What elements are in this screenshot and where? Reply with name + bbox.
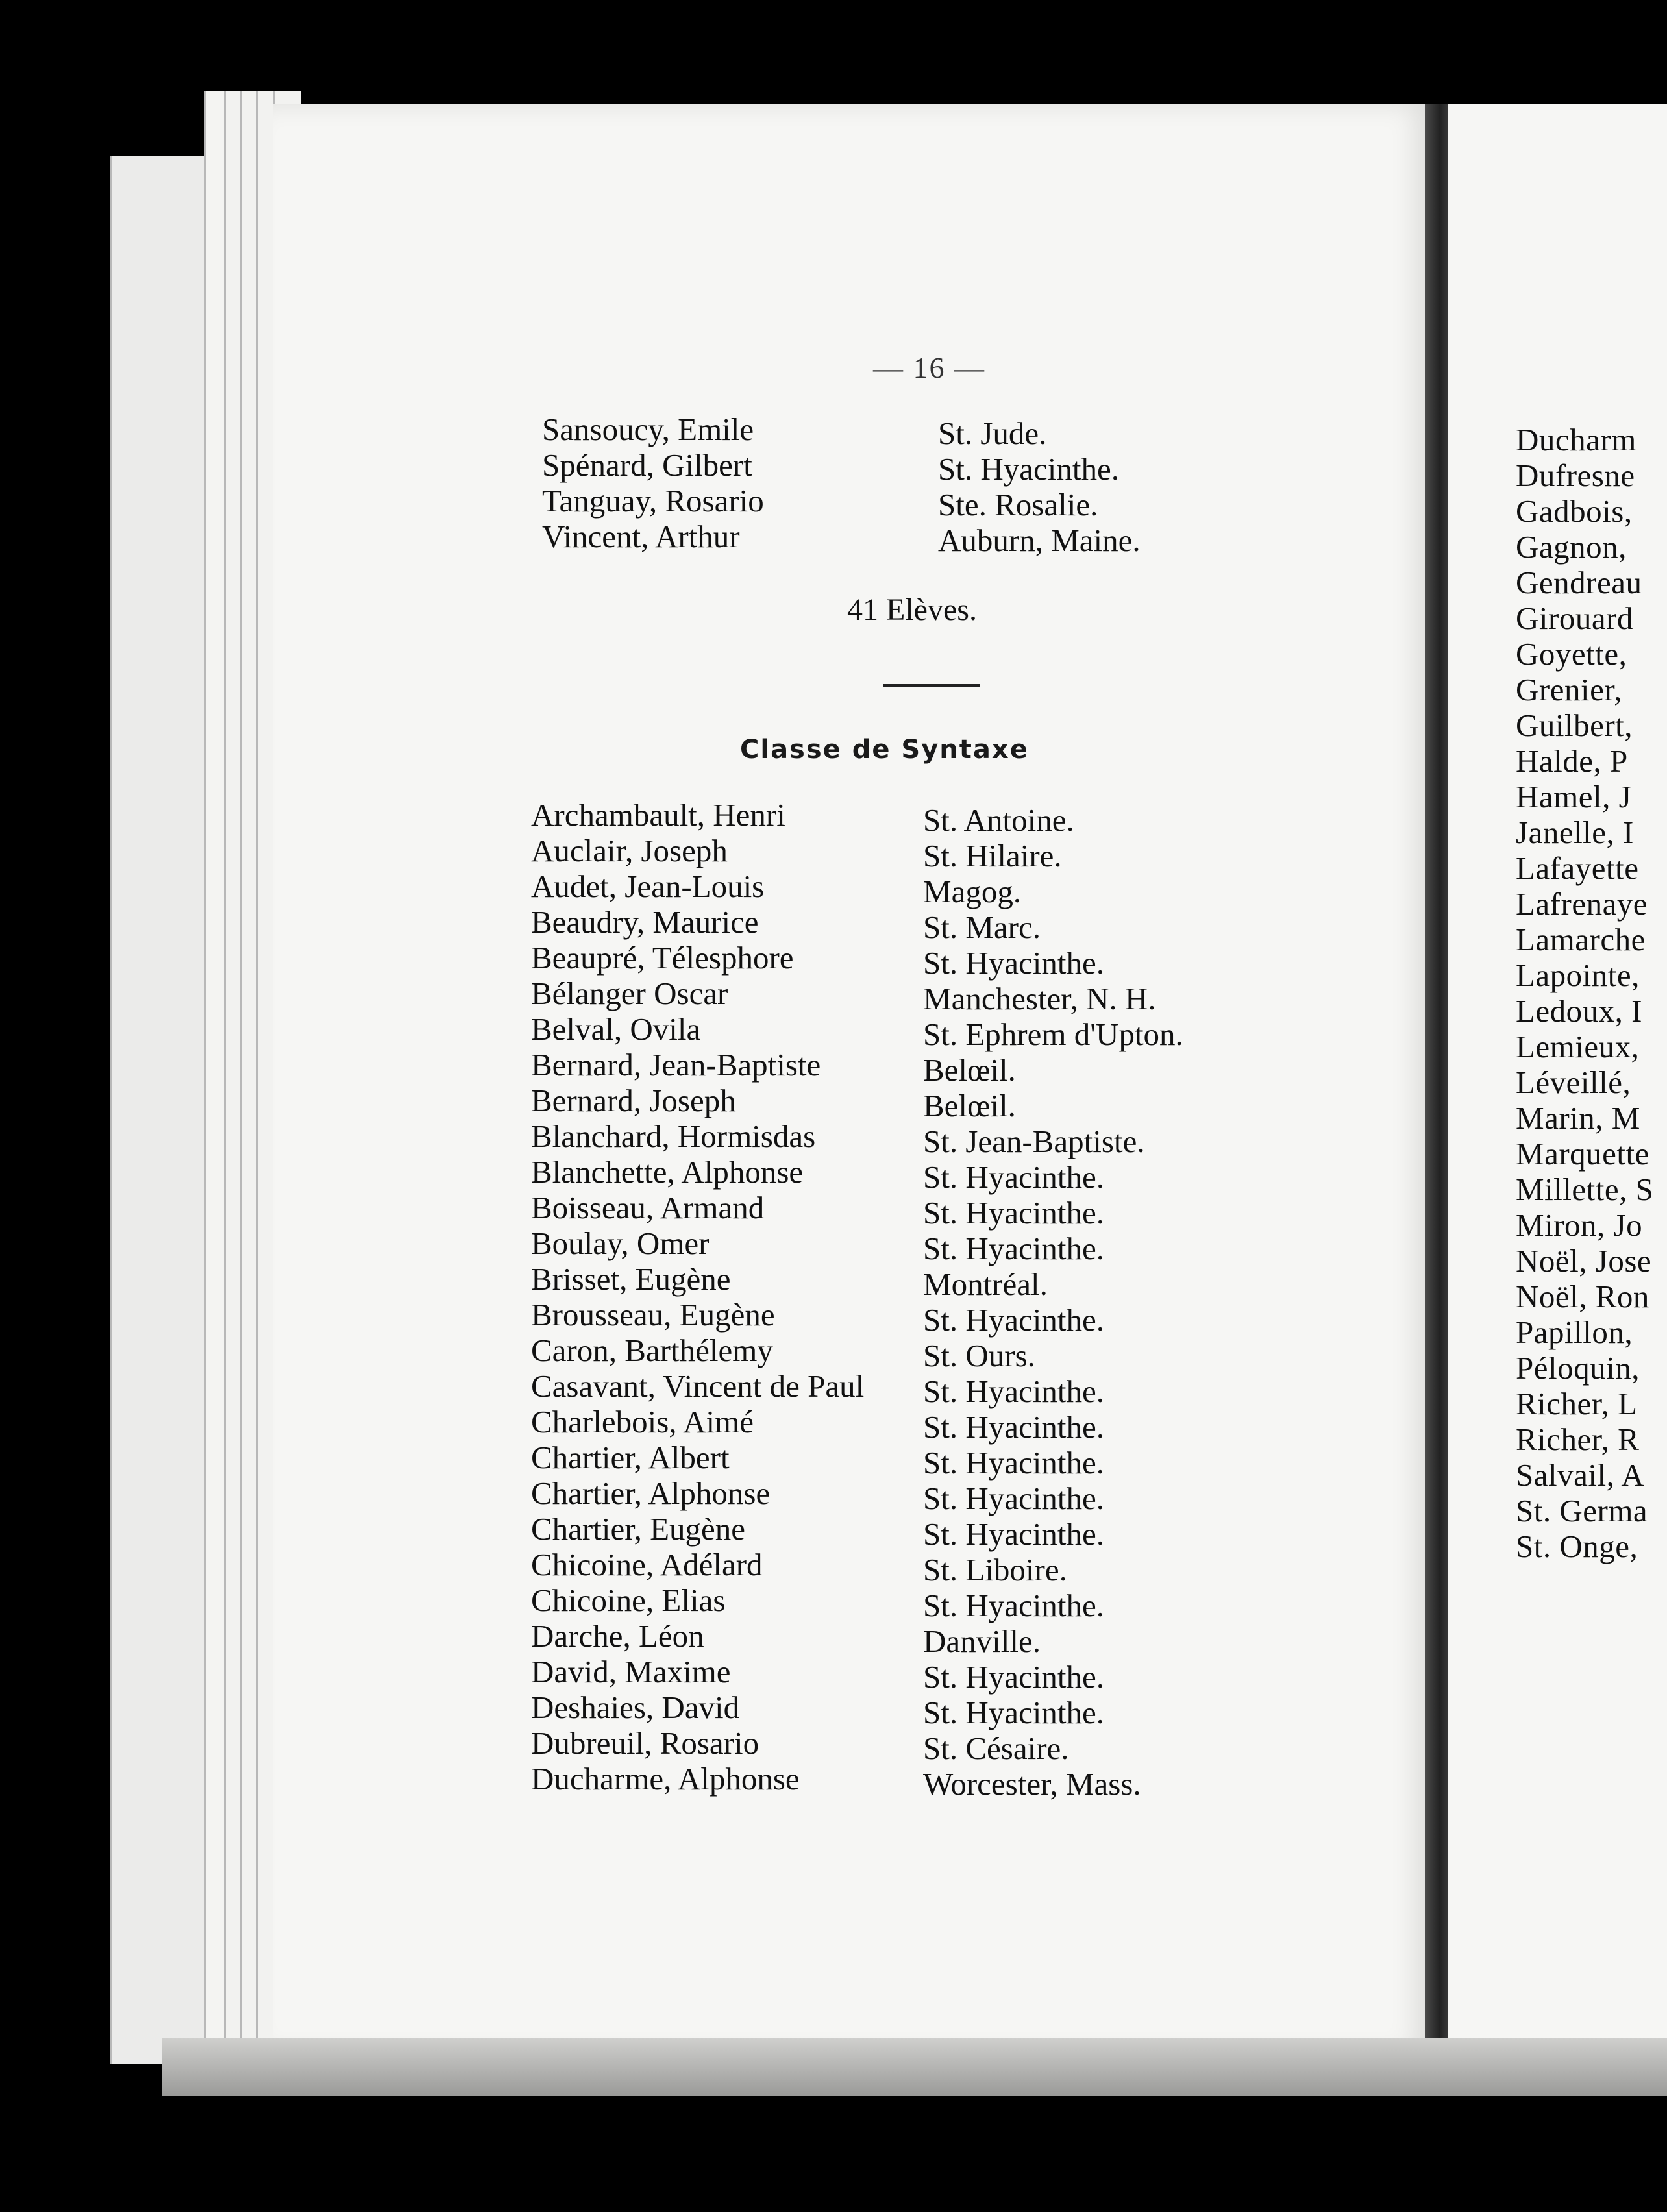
syntax-places-column xyxy=(923,802,1183,1802)
student-name-partial: Hamel, J xyxy=(1516,779,1632,815)
student-name-partial: Lamarche xyxy=(1516,922,1646,957)
page-number: — 16 — xyxy=(873,351,985,384)
student-name-partial: Papillon, xyxy=(1516,1314,1633,1350)
student-name: Deshaies, David xyxy=(531,1690,740,1725)
student-name: Darche, Léon xyxy=(531,1618,704,1654)
student-name: Tanguay, Rosario xyxy=(542,483,764,519)
student-name-partial: Goyette, xyxy=(1516,636,1627,672)
student-name-partial: Ledoux, I xyxy=(1516,993,1642,1029)
student-name: Dubreuil, Rosario xyxy=(531,1725,759,1761)
student-hometown: Magog. xyxy=(923,874,1022,909)
student-hometown: St. Hyacinthe. xyxy=(923,1195,1104,1231)
student-hometown: St. Hyacinthe. xyxy=(938,451,1119,487)
student-name-partial: Ducharm xyxy=(1516,422,1636,458)
student-name-partial: Gendreau xyxy=(1516,565,1642,600)
student-name: Boulay, Omer xyxy=(531,1225,710,1261)
student-name: Vincent, Arthur xyxy=(542,519,740,554)
student-name-partial: Lemieux, xyxy=(1516,1029,1640,1064)
student-hometown: Ste. Rosalie. xyxy=(938,487,1098,522)
student-hometown: St. Césaire. xyxy=(923,1730,1069,1766)
student-hometown: St. Hyacinthe. xyxy=(923,1695,1104,1730)
student-name: Ducharme, Alphonse xyxy=(531,1761,800,1797)
student-name-partial: Richer, L xyxy=(1516,1386,1638,1421)
student-hometown: St. Ours. xyxy=(923,1338,1035,1373)
student-name: Chartier, Alphonse xyxy=(531,1475,771,1511)
student-name-partial: Grenier, xyxy=(1516,672,1622,707)
student-hometown: Belœil. xyxy=(923,1088,1016,1124)
student-name: Blanchard, Hormisdas xyxy=(531,1118,816,1154)
student-name-partial: Janelle, I xyxy=(1516,815,1634,850)
book-gutter xyxy=(1425,104,1450,2064)
student-name: Brousseau, Eugène xyxy=(531,1297,775,1333)
student-name: Archambault, Henri xyxy=(531,797,785,833)
student-name: Beaudry, Maurice xyxy=(531,904,759,940)
student-name: Casavant, Vincent de Paul xyxy=(531,1368,865,1404)
student-name: Chicoine, Elias xyxy=(531,1582,726,1618)
student-hometown: St. Antoine. xyxy=(923,802,1074,838)
right-page-names-column xyxy=(1516,422,1653,1564)
student-name-partial: St. Onge, xyxy=(1516,1529,1638,1564)
student-hometown: St. Hyacinthe. xyxy=(923,1409,1104,1445)
student-name-partial: Gagnon, xyxy=(1516,529,1627,565)
student-name: Charlebois, Aimé xyxy=(531,1404,754,1440)
student-hometown: St. Hyacinthe. xyxy=(923,1516,1104,1552)
student-hometown: St. Hyacinthe. xyxy=(923,1445,1104,1481)
student-name-partial: Guilbert, xyxy=(1516,707,1633,743)
student-hometown: St. Hyacinthe. xyxy=(923,1373,1104,1409)
student-hometown: St. Hyacinthe. xyxy=(923,1302,1104,1338)
student-hometown: Belœil. xyxy=(923,1052,1016,1088)
student-name-partial: Salvail, A xyxy=(1516,1457,1645,1493)
student-name: Bernard, Joseph xyxy=(531,1083,736,1118)
student-name: Sansoucy, Emile xyxy=(542,412,754,447)
student-name-partial: Marquette xyxy=(1516,1136,1649,1172)
student-count: 41 Elèves. xyxy=(847,593,977,627)
student-name-partial: Noël, Ron xyxy=(1516,1279,1649,1314)
student-name-partial: Marin, M xyxy=(1516,1100,1640,1136)
student-name-partial: Léveillé, xyxy=(1516,1064,1631,1100)
student-name-partial: Girouard xyxy=(1516,600,1633,636)
student-name-partial: Péloquin, xyxy=(1516,1350,1640,1386)
student-name-partial: Lafrenaye xyxy=(1516,886,1648,922)
student-hometown: Manchester, N. H. xyxy=(923,981,1156,1016)
student-hometown: St. Hyacinthe. xyxy=(923,1481,1104,1516)
student-name: Belval, Ovila xyxy=(531,1011,701,1047)
student-hometown: St. Hyacinthe. xyxy=(923,1588,1104,1623)
student-name-partial: Dufresne xyxy=(1516,458,1635,493)
top-places-column xyxy=(938,415,1141,558)
student-hometown: Auburn, Maine. xyxy=(938,522,1141,558)
student-name: Brisset, Eugène xyxy=(531,1261,731,1297)
student-name: Bélanger Oscar xyxy=(531,976,728,1011)
student-name: Chicoine, Adélard xyxy=(531,1547,763,1582)
student-hometown: Danville. xyxy=(923,1623,1041,1659)
student-hometown: St. Hyacinthe. xyxy=(923,1231,1104,1266)
student-hometown: St. Hyacinthe. xyxy=(923,1159,1104,1195)
student-name-partial: Halde, P xyxy=(1516,743,1628,779)
student-name-partial: Millette, S xyxy=(1516,1172,1654,1207)
student-name-partial: Miron, Jo xyxy=(1516,1207,1643,1243)
student-hometown: Worcester, Mass. xyxy=(923,1766,1141,1802)
student-name-partial: Richer, R xyxy=(1516,1421,1640,1457)
student-name-partial: Lafayette xyxy=(1516,850,1639,886)
student-name: Beaupré, Télesphore xyxy=(531,940,794,976)
student-hometown: St. Liboire. xyxy=(923,1552,1067,1588)
student-name: Boisseau, Armand xyxy=(531,1190,765,1225)
top-names-column xyxy=(542,412,764,554)
student-name-partial: Noël, Jose xyxy=(1516,1243,1652,1279)
student-name: Caron, Barthélemy xyxy=(531,1333,773,1368)
student-name: Spénard, Gilbert xyxy=(542,447,752,483)
student-name-partial: St. Germa xyxy=(1516,1493,1648,1529)
student-name-partial: Lapointe, xyxy=(1516,957,1640,993)
student-name: Blanchette, Alphonse xyxy=(531,1154,804,1190)
student-name: David, Maxime xyxy=(531,1654,731,1690)
student-hometown: St. Hilaire. xyxy=(923,838,1062,874)
page-bottom-edge xyxy=(162,2038,1667,2096)
student-name: Auclair, Joseph xyxy=(531,833,728,868)
student-name: Chartier, Eugène xyxy=(531,1511,746,1547)
section-divider xyxy=(883,684,980,687)
student-hometown: St. Jean-Baptiste. xyxy=(923,1124,1145,1159)
student-name: Audet, Jean-Louis xyxy=(531,868,765,904)
student-hometown: Montréal. xyxy=(923,1266,1048,1302)
student-hometown: St. Hyacinthe. xyxy=(923,945,1104,981)
student-name-partial: Gadbois, xyxy=(1516,493,1633,529)
syntax-names-column xyxy=(531,797,864,1797)
student-name: Chartier, Albert xyxy=(531,1440,730,1475)
section-heading: Classe de Syntaxe xyxy=(740,735,1029,765)
student-name: Bernard, Jean-Baptiste xyxy=(531,1047,821,1083)
student-hometown: St. Jude. xyxy=(938,415,1047,451)
student-hometown: St. Hyacinthe. xyxy=(923,1659,1104,1695)
student-hometown: St. Ephrem d'Upton. xyxy=(923,1016,1183,1052)
student-hometown: St. Marc. xyxy=(923,909,1041,945)
page-edges xyxy=(110,91,292,2090)
